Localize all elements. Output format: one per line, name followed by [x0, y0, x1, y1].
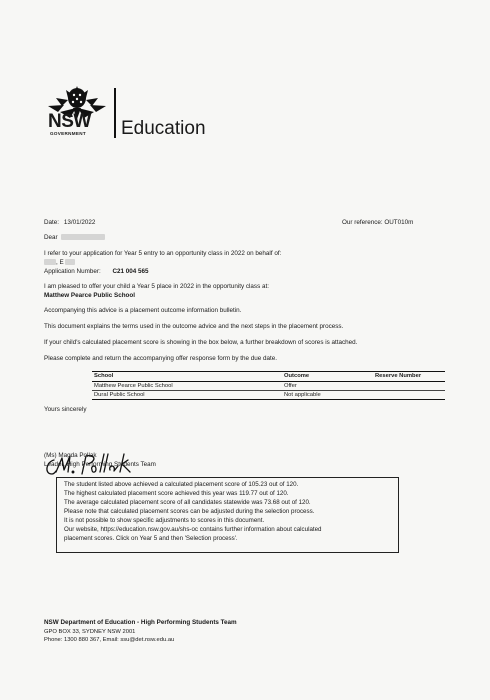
intro-text: I refer to your application for Year 5 entry to an opportunity class in 2022 on behalf of: [44, 250, 282, 257]
footer-org: NSW Department of Education - High Performing Students Team [44, 619, 237, 626]
logo-nsw-text: NSW [48, 111, 91, 132]
paragraph-scores: If your child's calculated placement score is showing in the box below, a further breakdown of scores is attached. [44, 339, 358, 346]
table-cell-school: Matthew Pearce Public School [94, 383, 173, 389]
logo-government-text: GOVERNMENT [50, 131, 86, 136]
redacted-name [61, 234, 105, 240]
date-value: 13/01/2022 [63, 219, 96, 226]
score-line-adjusted: Please note that calculated placement scores can be adjusted during the selection process. [64, 508, 315, 515]
score-line-average: The average calculated placement score of all candidates statewide was 73.68 out of 120. [64, 499, 311, 506]
score-line-not-possible: It is not possible to show specific adjustments to scores in this document. [64, 517, 265, 524]
our-reference: Our reference: OUT010m [342, 219, 414, 226]
salutation-line [44, 234, 105, 242]
application-line [44, 268, 149, 276]
outcome-table [92, 371, 445, 400]
logo-education-text: Education [121, 118, 206, 139]
signer-title: Leader, High Performing Students Team [44, 461, 156, 468]
score-box [56, 477, 399, 553]
table-cell-school: Dural Public School [94, 392, 145, 398]
table-header-school: School [94, 373, 114, 379]
student-name-line [44, 259, 75, 267]
table-header-outcome: Outcome [284, 373, 310, 379]
paragraph-explains: This document explains the terms used in the outcome advice and the next steps in the placement process. [44, 323, 344, 330]
application-label: Application Number: [44, 268, 101, 275]
date-line [44, 219, 95, 227]
footer-contact: Phone: 1300 880 367, Email: ssu@det.nsw.edu.au [44, 637, 175, 643]
application-number: C21 004 565 [112, 268, 149, 275]
table-row [92, 391, 445, 400]
offer-line: I am pleased to offer your child a Year 5 place in 2022 in the opportunity class at: [44, 283, 269, 290]
redacted-given [65, 259, 75, 265]
school-name: Matthew Pearce Public School [44, 292, 135, 299]
table-cell-outcome: Not applicable [284, 392, 321, 398]
score-line-click: placement scores. Click on Year 5 and then 'Selection process'. [64, 535, 238, 542]
paragraph-bulletin: Accompanying this advice is a placement outcome information bulletin. [44, 307, 242, 314]
paragraph-response: Please complete and return the accompanying offer response form by the due date. [44, 355, 278, 362]
student-initial: , E [56, 259, 64, 266]
date-label: Date: [44, 219, 60, 226]
table-row [92, 382, 445, 391]
table-header-row [92, 371, 445, 382]
score-line-highest: The highest calculated placement score achieved this year was 119.77 out of 120. [64, 490, 289, 497]
table-cell-outcome: Offer [284, 383, 297, 389]
score-line-website: Our website, https://education.nsw.gov.au/shs-oc contains further information about calculated [64, 526, 322, 533]
redacted-surname [44, 259, 56, 265]
logo-divider [114, 88, 116, 138]
yours-sincerely: Yours sincerely [44, 406, 87, 413]
salutation: Dear [44, 234, 58, 241]
score-line-student: The student listed above achieved a calculated placement score of 105.23 out of 120. [64, 481, 299, 488]
signer-name: (Ms) Magda Pollak [44, 452, 97, 459]
table-header-reserve: Reserve Number [375, 373, 422, 379]
footer-address: GPO BOX 33, SYDNEY NSW 2001 [44, 629, 136, 635]
